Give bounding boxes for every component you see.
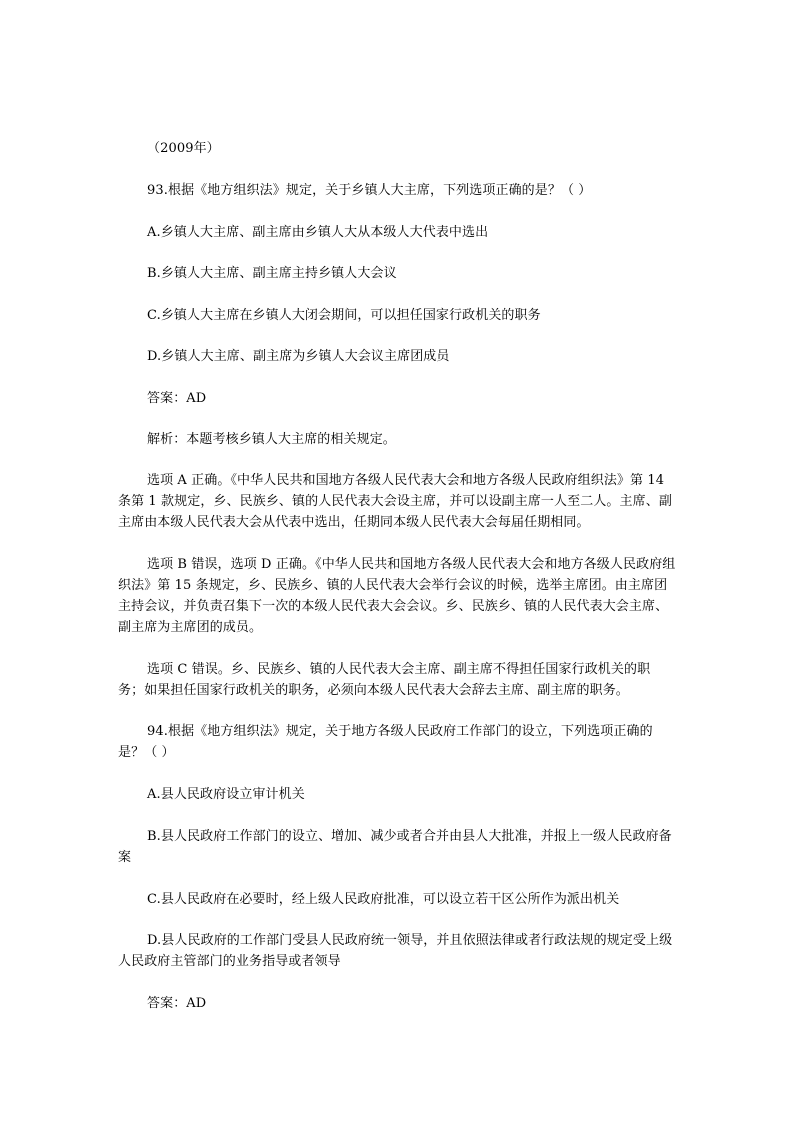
q94-answer: 答案：AD	[147, 996, 207, 1011]
q93-option-b: B.乡镇人大主席、副主席主持乡镇人大会议	[147, 266, 397, 281]
q93-analysis-options-b-d: 选项 B 错误，选项 D 正确。《中华人民共和国地方各级人民代表大会和地方各级人民政府组织法》第 15 条规定，乡、民族乡、镇的人民代表大会举行会议的时候，选举主席团。由主席团主持会议，并负责召集下一次的本级人民代表大会会议。乡、民族乡、镇的人民代表大会主席、副主席为主席团的成员。	[118, 557, 676, 635]
question-93: 93.根据《地方组织法》规定，关于乡镇人大主席，下列选项正确的是？（ ）	[147, 183, 592, 198]
q93-analysis-option-a: 选项 A 正确。《中华人民共和国地方各级人民代表大会和地方各级人民政府组织法》第 14 条第 1 款规定，乡、民族乡、镇的人民代表大会设主席，并可以设副主席一人至二人。主席、副主席由本级人民代表大会从代表中选出，任期同本级人民代表大会每届任期相同。	[118, 473, 672, 530]
q94-option-d: D.县人民政府的工作部门受县人民政府统一领导，并且依照法律或者行政法规的规定受上级人民政府主管部门的业务指导或者领导	[118, 933, 673, 969]
q93-option-c: C.乡镇人大主席在乡镇人大闭会期间，可以担任国家行政机关的职务	[147, 308, 541, 323]
q93-option-d: D.乡镇人大主席、副主席为乡镇人大会议主席团成员	[147, 349, 450, 364]
q94-option-b: B.县人民政府工作部门的设立、增加、减少或者合并由县人大批准，并报上一级人民政府备案	[118, 829, 672, 865]
year-note: （2009年）	[147, 141, 220, 156]
q93-option-a: A.乡镇人大主席、副主席由乡镇人大从本级人大代表中选出	[147, 225, 489, 240]
question-94: 94.根据《地方组织法》规定，关于地方各级人民政府工作部门的设立，下列选项正确的是？（ ）	[118, 724, 653, 760]
q93-answer: 答案：AD	[147, 391, 207, 406]
q94-option-a: A.县人民政府设立审计机关	[147, 787, 305, 802]
q93-analysis-option-c: 选项 C 错误。乡、民族乡、镇的人民代表大会主席、副主席不得担任国家行政机关的职务；如果担任国家行政机关的职务，必须向本级人民代表大会辞去主席、副主席的职务。	[118, 662, 651, 698]
q94-option-c: C.县人民政府在必要时，经上级人民政府批准，可以设立若干区公所作为派出机关	[147, 892, 620, 907]
q93-analysis-intro: 解析：本题考核乡镇人大主席的相关规定。	[147, 432, 396, 447]
